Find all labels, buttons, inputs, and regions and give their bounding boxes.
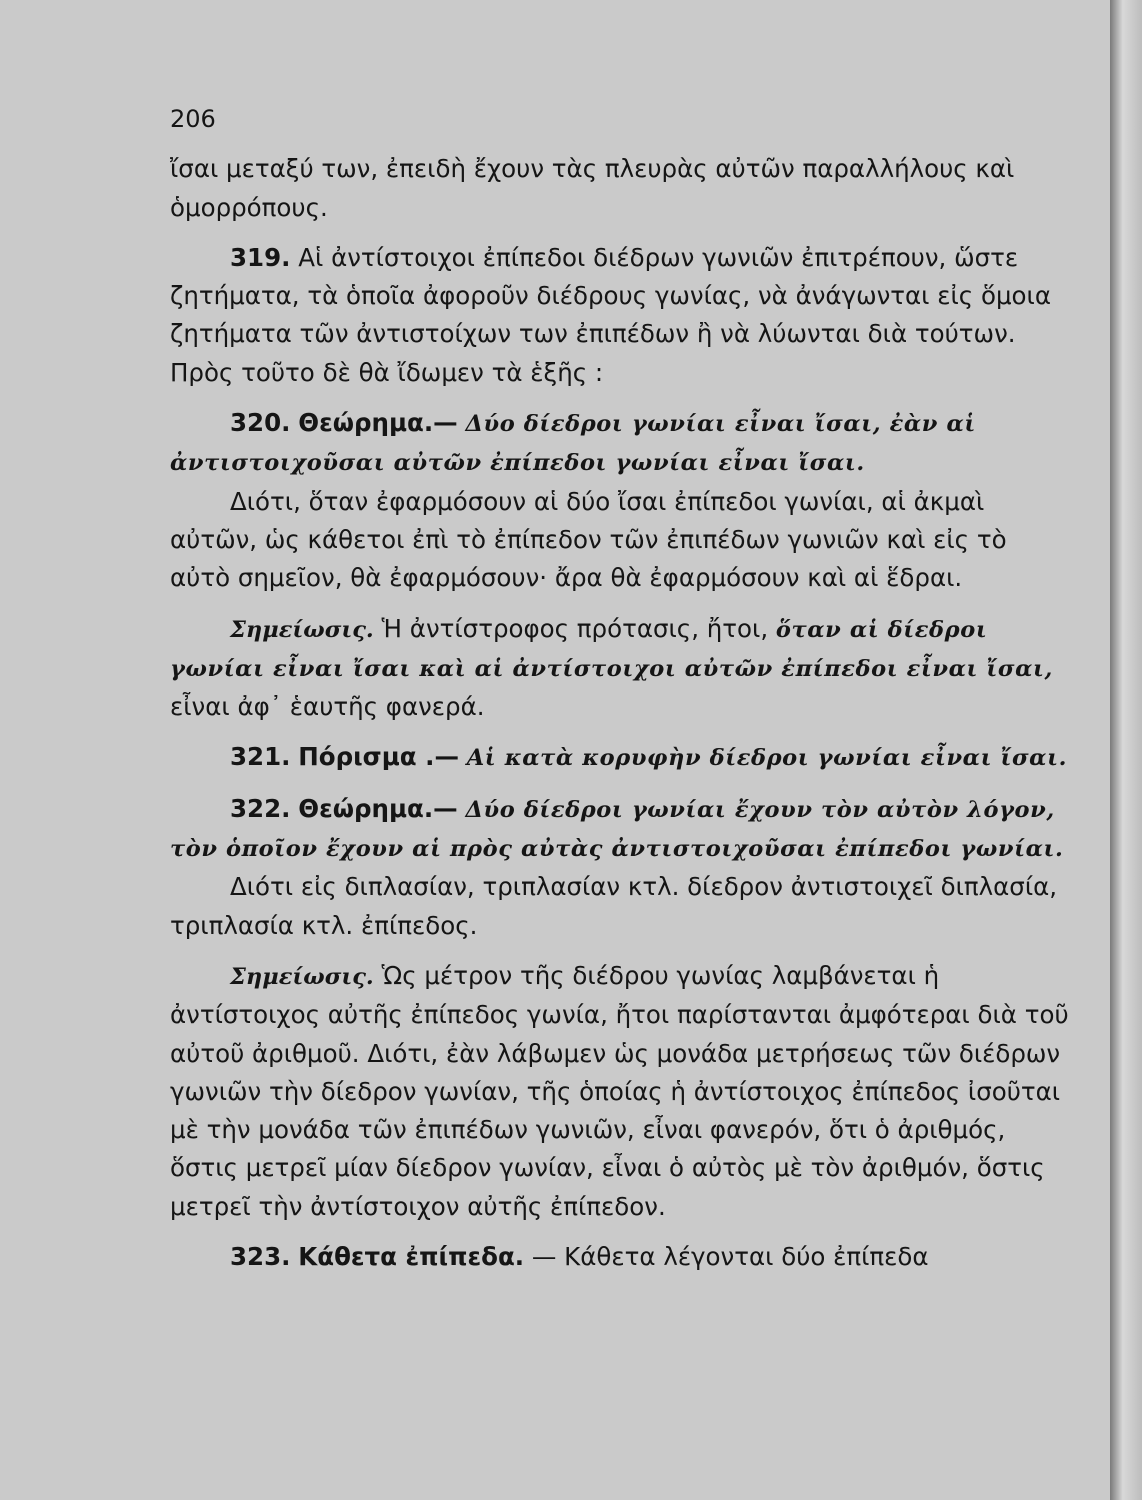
note-emphasis: ὅταν αἱ δίεδροι γωνίαι εἶναι ἴσαι καὶ αἱ ἀντίστοιχοι αὐτῶν ἐπίπεδοι εἶναι ἴσαι,	[170, 616, 1053, 682]
note-2	[170, 957, 1070, 1226]
note-text: εἶναι ἀφ᾽ ἑαυτῆς φανερά.	[170, 692, 485, 722]
note-label: Σημείωσις.	[230, 616, 374, 643]
page-number: 206	[170, 105, 216, 133]
section-number: 320.	[230, 408, 291, 438]
note-text: Ἡ ἀντίστροφος πρότασις, ἤτοι,	[381, 613, 769, 643]
section-number: 321.	[230, 742, 291, 772]
proof-322: Διότι εἰς διπλασίαν, τριπλασίαν κτλ. δίεδρον ἀντιστοιχεῖ διπλασία, τριπλασία κτλ. ἐπίπεδος.	[170, 872, 1058, 940]
section-322	[170, 790, 1070, 869]
section-number: 322.	[230, 793, 291, 823]
section-number: 323.	[230, 1242, 291, 1272]
theorem-heading: Θεώρημα.—	[298, 408, 458, 438]
corollary-statement: Αἱ κατὰ κορυφὴν δίεδροι γωνίαι εἶναι ἴσαι.	[466, 745, 1068, 772]
section-323	[170, 1238, 1070, 1276]
page-edge	[1110, 0, 1142, 1500]
section-319	[170, 239, 1070, 392]
note-text: Ὡς μέτρον τῆς διέδρου γωνίας λαμβάνεται ἡ ἀντίστοιχος αὐτῆς ἐπίπεδος γωνία, ἤτοι παρίστανται ἀμφότεραι διὰ τοῦ αὐτοῦ ἀριθμοῦ. Διότι, ἐὰν λάβωμεν ὡς μονάδα μετρήσεως τῶν διέδρων γωνιῶν τὴν δίεδρον γωνίαν, τῆς ὁποίας ἡ ἀντίστοιχος ἐπίπεδος ἰσοῦται μὲ τὴν μονάδα τῶν ἐπιπέδων γωνιῶν, εἶναι φανερόν, ὅτι ὁ ἀριθμός, ὅστις μετρεῖ μίαν δίεδρον γωνίαν, εἶναι ὁ αὐτὸς μὲ τὸν ἀριθμόν, ὅστις μετρεῖ τὴν ἀντίστοιχον αὐτῆς ἐπίπεδον.	[170, 960, 1069, 1221]
section-heading: Κάθετα ἐπίπεδα.	[298, 1242, 525, 1272]
section-320	[170, 404, 1070, 483]
note-1	[170, 610, 1070, 727]
corollary-heading: Πόρισμα .—	[298, 742, 459, 772]
continuation-paragraph: ἴσαι μεταξύ των, ἐπειδὴ ἔχουν τὰς πλευρὰς αὐτῶν παραλλήλους καὶ ὁμορρόπους.	[170, 154, 1015, 222]
theorem-heading: Θεώρημα.—	[298, 793, 458, 823]
note-label: Σημείωσις.	[230, 963, 374, 990]
section-text: Αἱ ἀντίστοιχοι ἐπίπεδοι διέδρων γωνιῶν ἐπιτρέπουν, ὥστε ζητήματα, τὰ ὁποῖα ἀφοροῦν διέδρους γωνίας, νὰ ἀνάγωνται εἰς ὅμοια ζητήματα τῶν ἀντιστοίχων των ἐπιπέδων ἢ νὰ λύωνται διὰ τούτων. Πρὸς τοῦτο δὲ θὰ ἴδωμεν τὰ ἑξῆς :	[170, 242, 1051, 387]
section-number: 319.	[230, 242, 291, 272]
proof-320: Διότι, ὅταν ἐφαρμόσουν αἱ δύο ἴσαι ἐπίπεδοι γωνίαι, αἱ ἀκμαὶ αὐτῶν, ὡς κάθετοι ἐπὶ τὸ ἐπίπεδον τῶν ἐπιπέδων γωνιῶν καὶ εἰς τὸ αὐτὸ σημεῖον, θὰ ἐφαρμόσουν· ἄρα θὰ ἐφαρμόσουν καὶ αἱ ἕδραι.	[170, 486, 1007, 593]
theorem-statement: Δύο δίεδροι γωνίαι εἶναι ἴσαι, ἐὰν αἱ ἀντιστοιχοῦσαι αὐτῶν ἐπίπεδοι γωνίαι εἶναι ἴσαι.	[170, 411, 976, 477]
section-321	[170, 738, 1070, 777]
theorem-statement: Δύο δίεδροι γωνίαι ἔχουν τὸν αὐτὸν λόγον, τὸν ὁποῖον ἔχουν αἱ πρὸς αὐτὰς ἀντιστοιχοῦσαι ἐπίπεδοι γωνίαι.	[170, 796, 1064, 863]
page-content	[170, 100, 1070, 1276]
section-text: — Κάθετα λέγονται δύο ἐπίπεδα	[531, 1242, 929, 1272]
